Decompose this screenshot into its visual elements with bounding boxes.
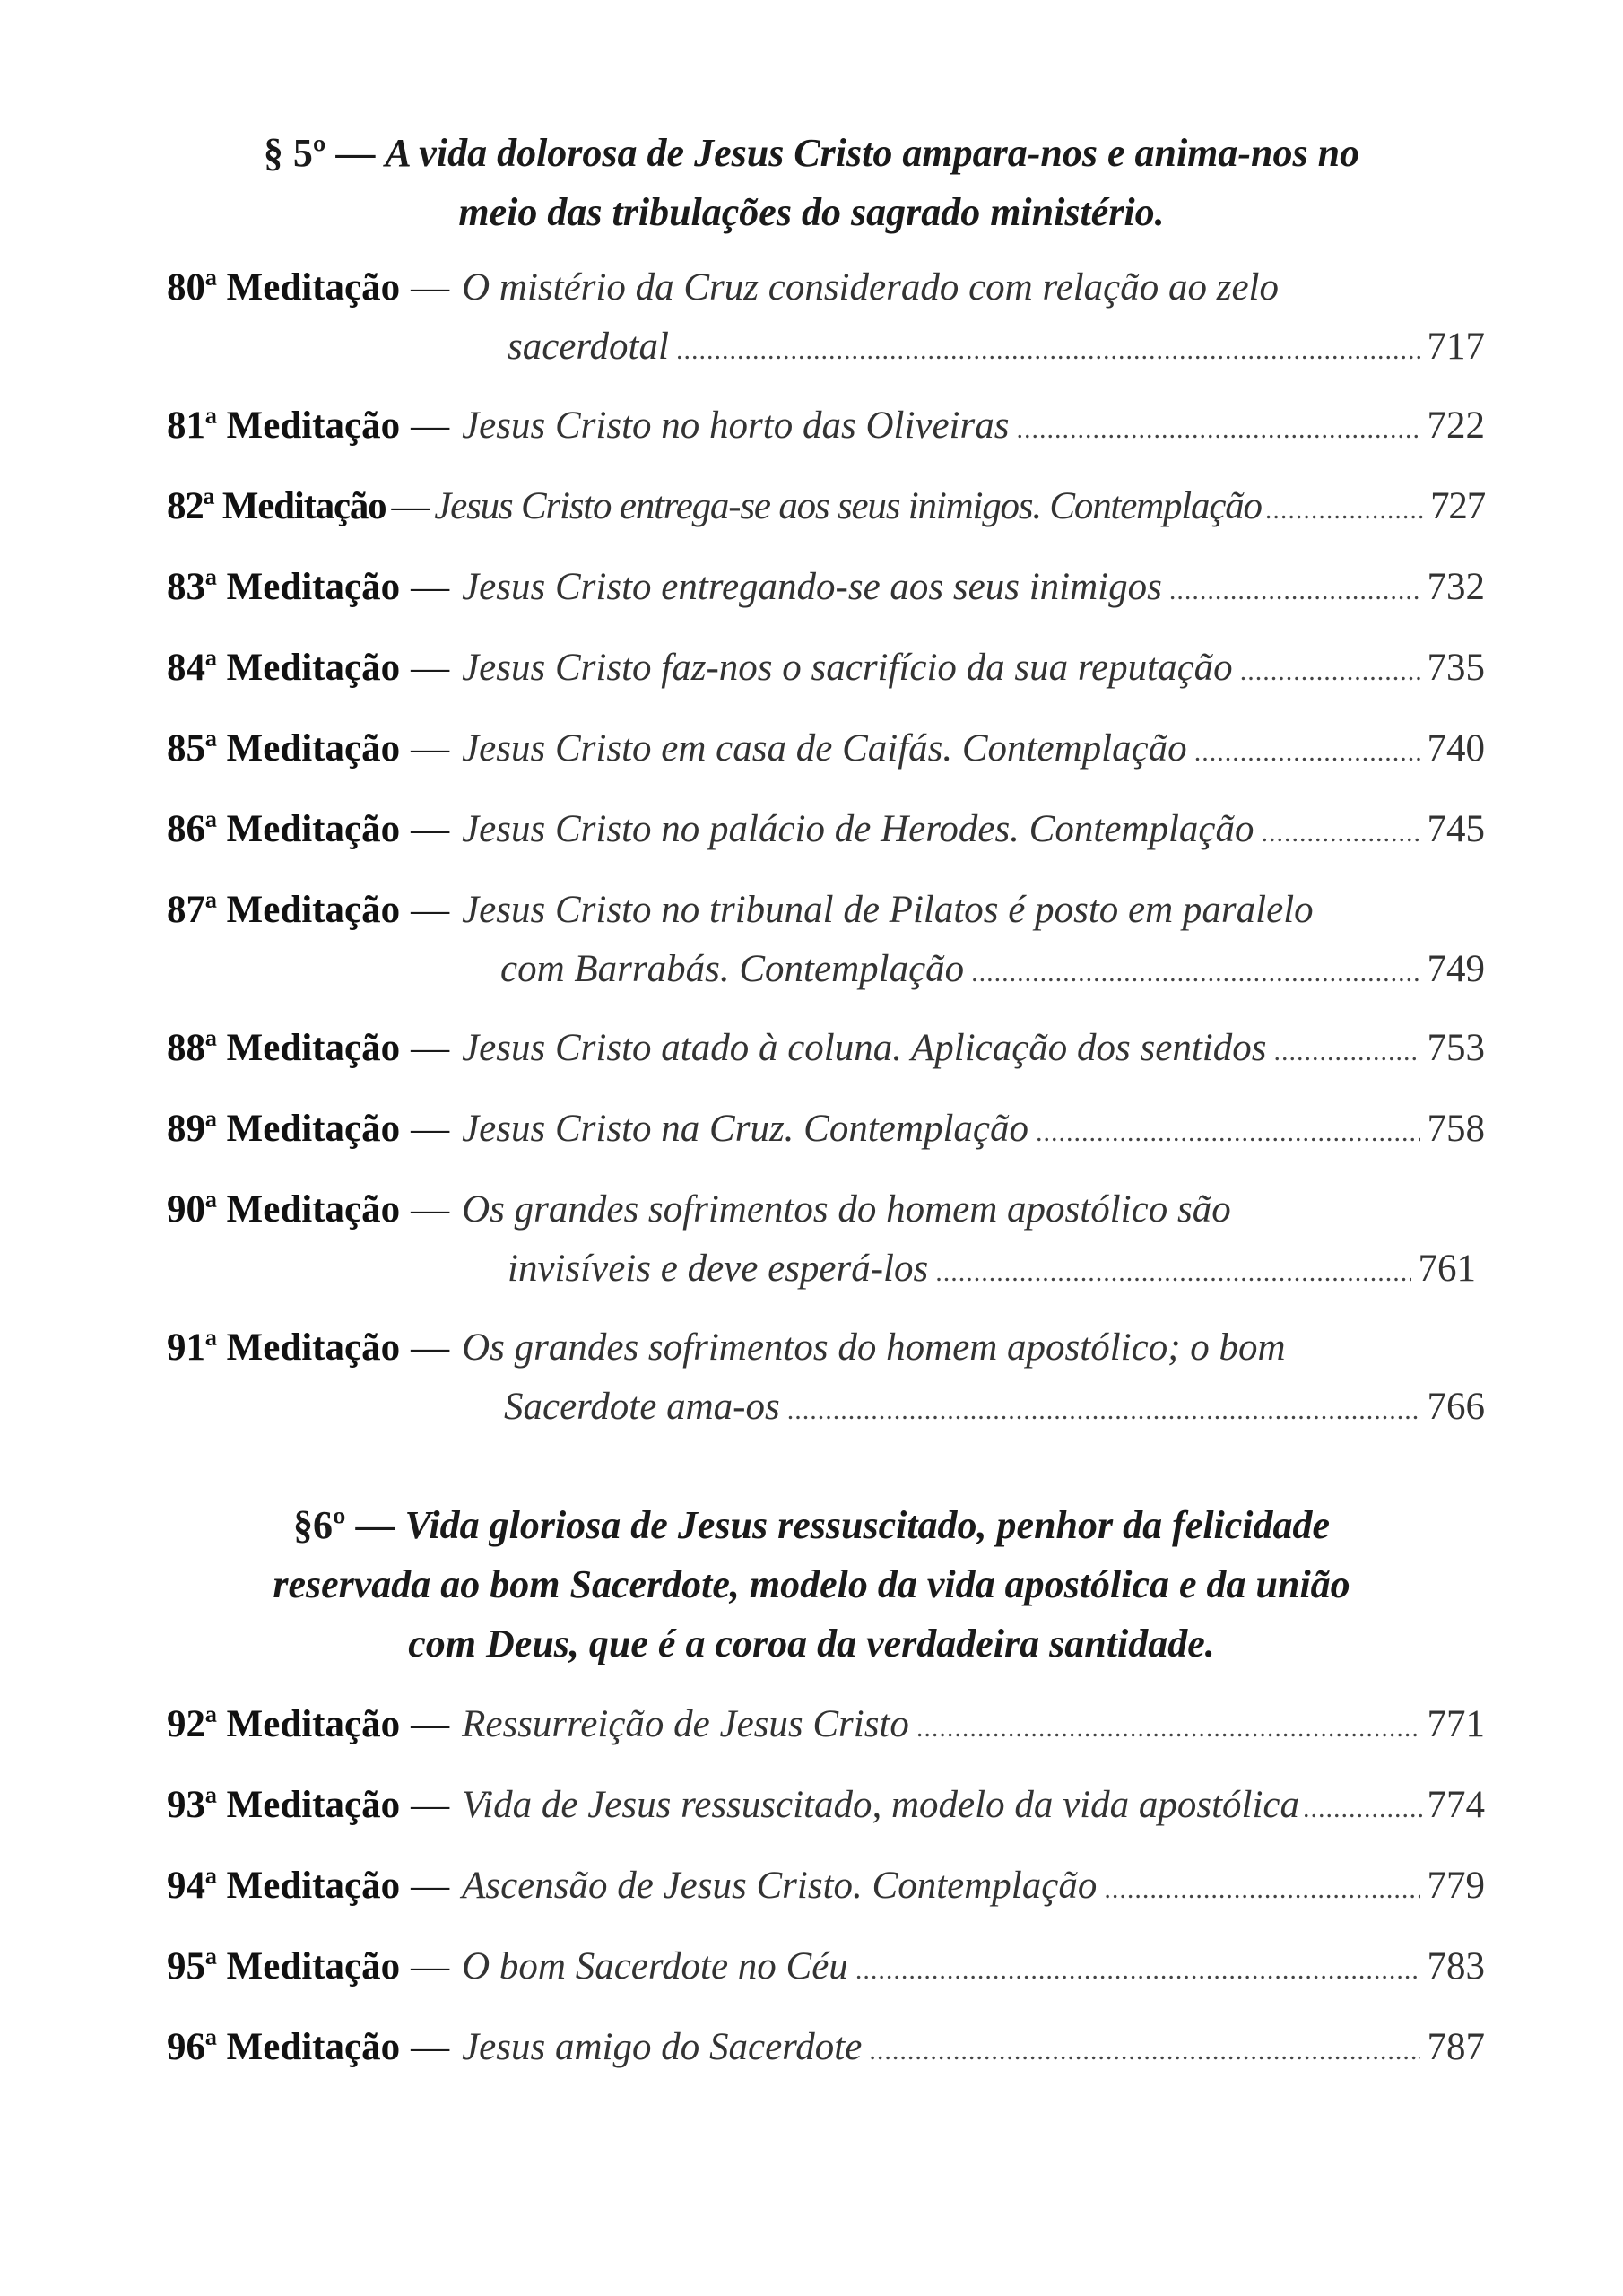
entry-title: Jesus amigo do Sacerdote: [462, 2026, 863, 2068]
toc-entry-80[interactable]: [167, 258, 1485, 377]
entry-title: Jesus Cristo no horto das Oliveiras: [462, 404, 1010, 447]
entry-label: 82ª Meditação: [167, 485, 386, 527]
page-number: 745: [1427, 808, 1485, 850]
entry-title: O bom Sacerdote no Céu: [462, 1945, 848, 1987]
page-number: 766: [1427, 1386, 1485, 1428]
toc-entry-85[interactable]: [167, 719, 1485, 778]
em-dash: —: [411, 1027, 450, 1069]
page-number: 758: [1427, 1108, 1485, 1150]
entry-title: Ressurreição de Jesus Cristo: [462, 1703, 909, 1745]
section-symbol: § 5º —: [263, 131, 376, 175]
entry-title: Os grandes sofrimentos do homem apostólico; o bom: [462, 1326, 1286, 1369]
entry-title-cont: Sacerdote ama-os: [504, 1386, 780, 1428]
toc-entry-84[interactable]: [167, 639, 1485, 698]
section-heading-line: com Deus, que é a coroa da verdadeira santidade.: [408, 1622, 1215, 1665]
em-dash: —: [411, 266, 450, 309]
em-dash: —: [411, 1865, 450, 1907]
toc-entry-83[interactable]: [167, 558, 1485, 617]
section-heading-line: reservada ao bom Sacerdote, modelo da vida apostólica e da união: [273, 1562, 1350, 1606]
toc-entry-81[interactable]: [167, 396, 1485, 456]
page-number: 749: [1427, 948, 1485, 990]
section-6-heading: [135, 1496, 1488, 1674]
page-number: 740: [1427, 727, 1485, 770]
page-number: 732: [1427, 566, 1485, 608]
entry-title: Jesus Cristo no palácio de Herodes. Contemplação: [462, 808, 1254, 850]
entry-title: Jesus Cristo no tribunal de Pilatos é posto em paralelo: [462, 889, 1314, 931]
entry-title: Vida de Jesus ressuscitado, modelo da vida apostólica: [462, 1784, 1300, 1826]
entry-title: Ascensão de Jesus Cristo. Contemplação: [462, 1865, 1098, 1907]
entry-title: Jesus Cristo atado à coluna. Aplicação dos sentidos: [462, 1027, 1267, 1069]
entry-title: Os grandes sofrimentos do homem apostólico são: [462, 1188, 1231, 1231]
toc-entry-95[interactable]: [167, 1937, 1485, 1996]
em-dash: —: [411, 808, 450, 850]
entry-label: 95ª Meditação: [167, 1945, 401, 1987]
page-number: 779: [1427, 1865, 1485, 1907]
entry-title: Jesus Cristo em casa de Caifás. Contemplação: [462, 727, 1187, 770]
entry-title-cont: sacerdotal: [508, 326, 669, 368]
entry-label: 84ª Meditação: [167, 647, 401, 689]
dot-leader: [855, 1941, 1420, 2000]
entry-title: Jesus Cristo entrega-se aos seus inimigos. Contemplação: [434, 485, 1262, 527]
section-heading-line: meio das tribulações do sagrado ministério.: [458, 190, 1165, 234]
dot-leader: [1036, 1103, 1420, 1162]
toc-entry-93[interactable]: [167, 1776, 1485, 1835]
toc-entry-82[interactable]: [167, 477, 1485, 536]
dot-leader: [676, 321, 1420, 380]
dot-leader: [787, 1381, 1420, 1440]
toc-entry-88[interactable]: [167, 1019, 1485, 1078]
toc-entry-86[interactable]: [167, 800, 1485, 859]
dot-leader: [869, 2022, 1419, 2081]
toc-entry-94[interactable]: [167, 1857, 1485, 1916]
entry-title: Jesus Cristo na Cruz. Contemplação: [462, 1108, 1028, 1150]
page-number: 783: [1427, 1945, 1485, 1987]
section-heading-line: A vida dolorosa de Jesus Cristo ampara-nos e anima-nos no: [385, 131, 1360, 175]
em-dash: —: [411, 566, 450, 608]
em-dash: —: [411, 1945, 450, 1987]
entry-label: 90ª Meditação: [167, 1188, 401, 1231]
dot-leader: [1274, 1022, 1420, 1082]
toc-entry-92[interactable]: [167, 1695, 1485, 1754]
dot-leader: [1194, 723, 1420, 782]
entry-label: 81ª Meditação: [167, 404, 401, 447]
entry-label: 80ª Meditação: [167, 266, 401, 309]
entry-label: 87ª Meditação: [167, 889, 401, 931]
dot-leader: [971, 944, 1419, 1003]
entry-label: 93ª Meditação: [167, 1784, 401, 1826]
dot-leader: [1104, 1860, 1419, 1919]
section-symbol: §6º —: [292, 1503, 395, 1547]
page-number: 787: [1427, 2026, 1485, 2068]
toc-entry-96[interactable]: [167, 2018, 1485, 2077]
em-dash: —: [411, 1326, 450, 1369]
entry-label: 86ª Meditação: [167, 808, 401, 850]
entry-label: 96ª Meditação: [167, 2026, 401, 2068]
em-dash: —: [411, 404, 450, 447]
page-number: 771: [1427, 1703, 1485, 1745]
dot-leader: [1240, 642, 1420, 701]
entry-label: 94ª Meditação: [167, 1865, 401, 1907]
dot-leader: [916, 1699, 1420, 1758]
page-number: 774: [1427, 1784, 1485, 1826]
dot-leader: [935, 1243, 1410, 1302]
dot-leader: [1265, 481, 1427, 540]
em-dash: —: [391, 485, 430, 527]
entry-label: 88ª Meditação: [167, 1027, 401, 1069]
toc-entry-91[interactable]: [167, 1318, 1485, 1437]
toc-entry-89[interactable]: [167, 1100, 1485, 1159]
dot-leader: [1016, 400, 1419, 459]
em-dash: —: [411, 1784, 450, 1826]
entry-label: 85ª Meditação: [167, 727, 401, 770]
em-dash: —: [411, 1188, 450, 1231]
entry-label: 83ª Meditação: [167, 566, 401, 608]
em-dash: —: [411, 889, 450, 931]
entry-title-cont: invisíveis e deve esperá-los: [508, 1248, 929, 1290]
dot-leader: [1169, 561, 1420, 621]
page-number: 761: [1418, 1248, 1476, 1290]
toc-entry-90[interactable]: [167, 1180, 1485, 1299]
em-dash: —: [411, 727, 450, 770]
page-number: 722: [1427, 404, 1485, 447]
dot-leader: [1261, 804, 1419, 863]
entry-title: Jesus Cristo entregando-se aos seus inimigos: [462, 566, 1162, 608]
entry-title: O mistério da Cruz considerado com relação ao zelo: [462, 266, 1279, 309]
page-number: 753: [1427, 1027, 1485, 1069]
toc-entry-87[interactable]: [167, 881, 1485, 999]
em-dash: —: [411, 1108, 450, 1150]
entry-label: 89ª Meditação: [167, 1108, 401, 1150]
page-number: 735: [1427, 647, 1485, 689]
em-dash: —: [411, 2026, 450, 2068]
entry-label: 92ª Meditação: [167, 1703, 401, 1745]
entry-title-cont: com Barrabás. Contemplação: [500, 948, 965, 990]
em-dash: —: [411, 1703, 450, 1745]
em-dash: —: [411, 647, 450, 689]
section-5-heading: [135, 124, 1488, 242]
dot-leader: [1303, 1779, 1423, 1839]
section-heading-line: Vida gloriosa de Jesus ressuscitado, penhor da felicidade: [404, 1503, 1331, 1547]
entry-title: Jesus Cristo faz-nos o sacrifício da sua reputação: [462, 647, 1233, 689]
page-number: 727: [1430, 485, 1485, 527]
page-number: 717: [1427, 326, 1485, 368]
entry-label: 91ª Meditação: [167, 1326, 401, 1369]
